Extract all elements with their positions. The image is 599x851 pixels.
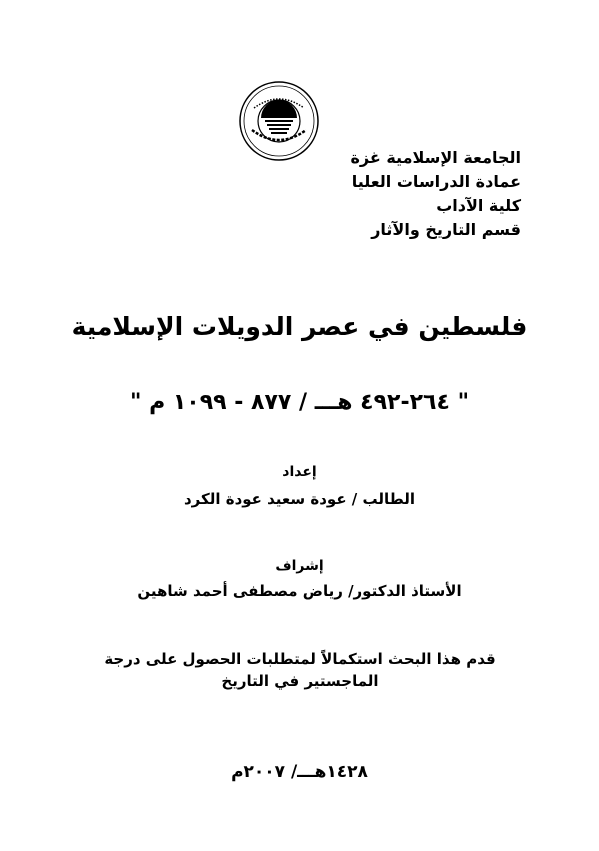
deanship-name: عمادة الدراسات العليا bbox=[351, 172, 521, 191]
institution-block bbox=[350, 146, 521, 242]
date-range: " ٢٦٤-٤٩٢ هـــ / ٨٧٧ - ١٠٩٩ م " bbox=[129, 390, 470, 415]
supervision-label: إشراف bbox=[275, 558, 324, 574]
university-name: الجامعة الإسلامية غزة bbox=[350, 148, 521, 167]
student-name: الطالب / عودة سعيد عودة الكرد bbox=[183, 490, 416, 508]
university-seal-logo bbox=[238, 80, 320, 162]
thesis-title: فلسطين في عصر الدويلات الإسلامية bbox=[71, 312, 528, 341]
degree-statement: قدم هذا البحث استكمالاً لمتطلبات الحصول على درجة الماجستير في التاريخ bbox=[104, 650, 496, 690]
department-name: قسم التاريخ والآثار bbox=[371, 220, 521, 239]
prepared-by-label: إعداد bbox=[282, 464, 317, 480]
submission-year: ١٤٢٨هـــ/ ٢٠٠٧م bbox=[231, 762, 368, 782]
supervisor-name: الأستاذ الدكتور/ رياض مصطفى أحمد شاهين bbox=[137, 582, 462, 600]
faculty-name: كلية الآداب bbox=[436, 196, 521, 215]
